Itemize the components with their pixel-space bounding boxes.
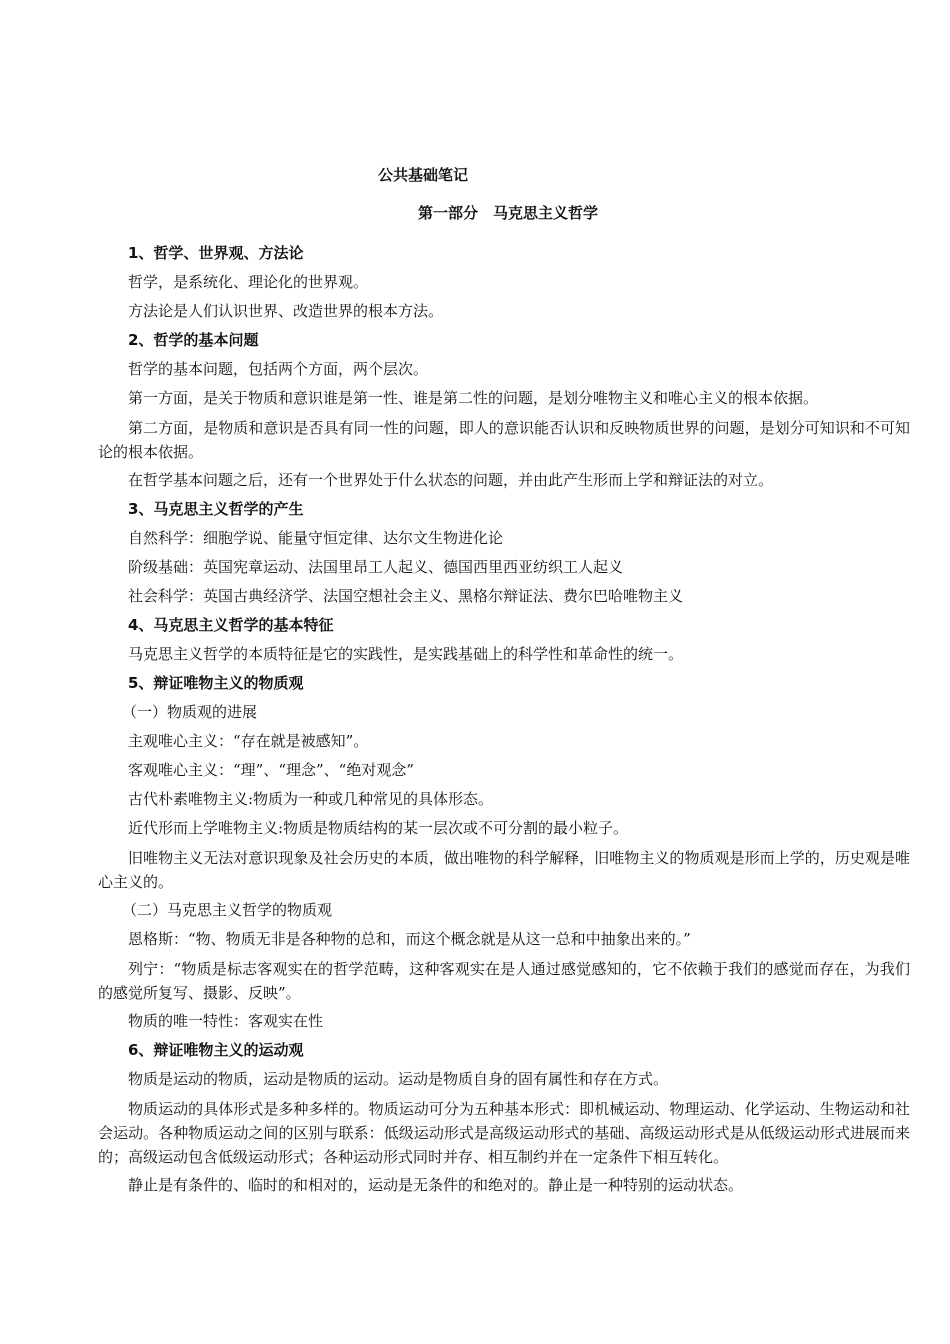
paragraph-line: 哲学，是系统化、理论化的世界观。 <box>128 273 369 291</box>
paragraph-line: 第二方面，是物质和意识是否具有同一性的问题，即人的意识能否认识和反映物质世界的问题，是划分可知识和不可知论的根本依据。 <box>98 419 910 461</box>
paragraph-line: 近代形而上学唯物主义:物质是物质结构的某一层次或不可分割的最小粒子。 <box>128 819 629 837</box>
paragraph-line: 社会科学：英国古典经济学、法国空想社会主义、黑格尔辩证法、费尔巴哈唯物主义 <box>128 587 684 605</box>
section-heading: 2、哲学的基本问题 <box>128 331 259 349</box>
section-heading: 1、哲学、世界观、方法论 <box>128 244 304 262</box>
paragraph-line: 阶级基础：英国宪章运动、法国里昂工人起义、德国西里西亚纺织工人起义 <box>128 558 624 576</box>
part-title: 第一部分 马克思主义哲学 <box>418 204 599 222</box>
paragraph-line: 在哲学基本问题之后，还有一个世界处于什么状态的问题，并由此产生形而上学和辩证法的对立。 <box>128 471 774 489</box>
paragraph-line: 列宁：“物质是标志客观实在的哲学范畴，这种客观实在是人通过感觉感知的，它不依赖于我们的感觉而存在，为我们的感觉所复写、摄影、反映”。 <box>98 960 910 1002</box>
paragraph-line: （二）马克思主义哲学的物质观 <box>122 901 333 919</box>
paragraph-line: 物质运动的具体形式是多种多样的。物质运动可分为五种基本形式：即机械运动、物理运动、化学运动、生物运动和社会运动。各种物质运动之间的区别与联系：低级运动形式是高级运动形式的基础、高级运动形式是从低级运动形式进展而来的；高级运动包含低级运动形式；各种运动形式同时并存、相互制约并在一定条件下相互转化。 <box>98 1100 910 1166</box>
paragraph-line: 古代朴素唯物主义:物质为一种或几种常见的具体形态。 <box>128 790 494 808</box>
paragraph-line: 客观唯心主义：“理”、“理念”、“绝对观念” <box>128 761 415 779</box>
paragraph-line: 物质的唯一特性：客观实在性 <box>128 1012 324 1030</box>
paragraph-line: 旧唯物主义无法对意识现象及社会历史的本质，做出唯物的科学解释，旧唯物主义的物质观是形而上学的，历史观是唯心主义的。 <box>98 849 910 891</box>
section-heading: 5、辩证唯物主义的物质观 <box>128 674 304 692</box>
paragraph-line: 第一方面，是关于物质和意识谁是第一性、谁是第二性的问题，是划分唯物主义和唯心主义的根本依据。 <box>128 389 819 407</box>
paragraph-line: 主观唯心主义：“存在就是被感知”。 <box>128 732 369 750</box>
paragraph-line: （一）物质观的进展 <box>122 703 258 721</box>
document-title: 公共基础笔记 <box>378 166 469 184</box>
document-body <box>98 239 910 1200</box>
section-heading: 4、马克思主义哲学的基本特征 <box>128 616 334 634</box>
paragraph-line: 恩格斯：“物、物质无非是各种物的总和，而这个概念就是从这一总和中抽象出来的。” <box>128 930 691 948</box>
section-heading: 6、辩证唯物主义的运动观 <box>128 1041 304 1059</box>
paragraph-line: 自然科学：细胞学说、能量守恒定律、达尔文生物进化论 <box>128 529 504 547</box>
section-heading: 3、马克思主义哲学的产生 <box>128 500 304 518</box>
paragraph-line: 方法论是人们认识世界、改造世界的根本方法。 <box>128 302 444 320</box>
paragraph-line: 马克思主义哲学的本质特征是它的实践性，是实践基础上的科学性和革命性的统一。 <box>128 645 684 663</box>
paragraph-line: 物质是运动的物质，运动是物质的运动。运动是物质自身的固有属性和存在方式。 <box>128 1070 669 1088</box>
paragraph-line: 静止是有条件的、临时的和相对的，运动是无条件的和绝对的。静止是一种特别的运动状态。 <box>128 1176 744 1194</box>
paragraph-line: 哲学的基本问题，包括两个方面，两个层次。 <box>128 360 429 378</box>
